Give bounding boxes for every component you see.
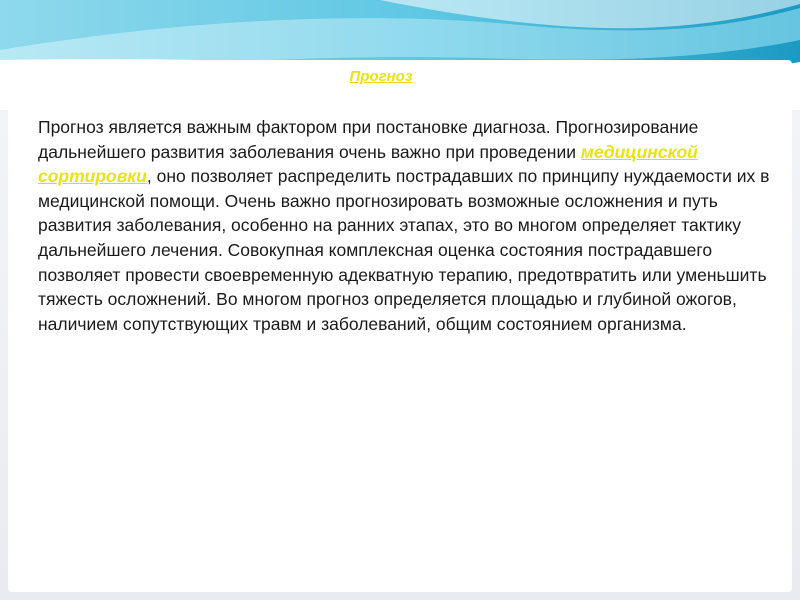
medical-triage-link[interactable]: медицинской сортировки xyxy=(38,141,698,187)
body-text-part-1: Прогноз является важным фактором при постановке диагноза. Прогнозирование дальнейшего развития заболевания очень важно при проведении xyxy=(38,117,699,162)
slide-title-link[interactable]: Прогноз xyxy=(349,68,413,85)
body-text-part-2: , оно позволяет распределить пострадавших по принципу нуждаемости их в медицинской помощи. Очень важно прогнозировать возможные осложнения и путь развития заболевания, особенно на ранних этапах, это во многом определяет тактику дальнейшего лечения. Совокупная комплексная оценка состояния пострадавшего позволяет провести своевременную адекватную терапию, предотвратить или уменьшить тяжесть осложнений. Во многом прогноз определяется площадью и глубиной ожогов, наличием сопутствующих травм и заболеваний, общим состоянием организма. xyxy=(38,166,770,334)
body-paragraph xyxy=(38,115,770,336)
